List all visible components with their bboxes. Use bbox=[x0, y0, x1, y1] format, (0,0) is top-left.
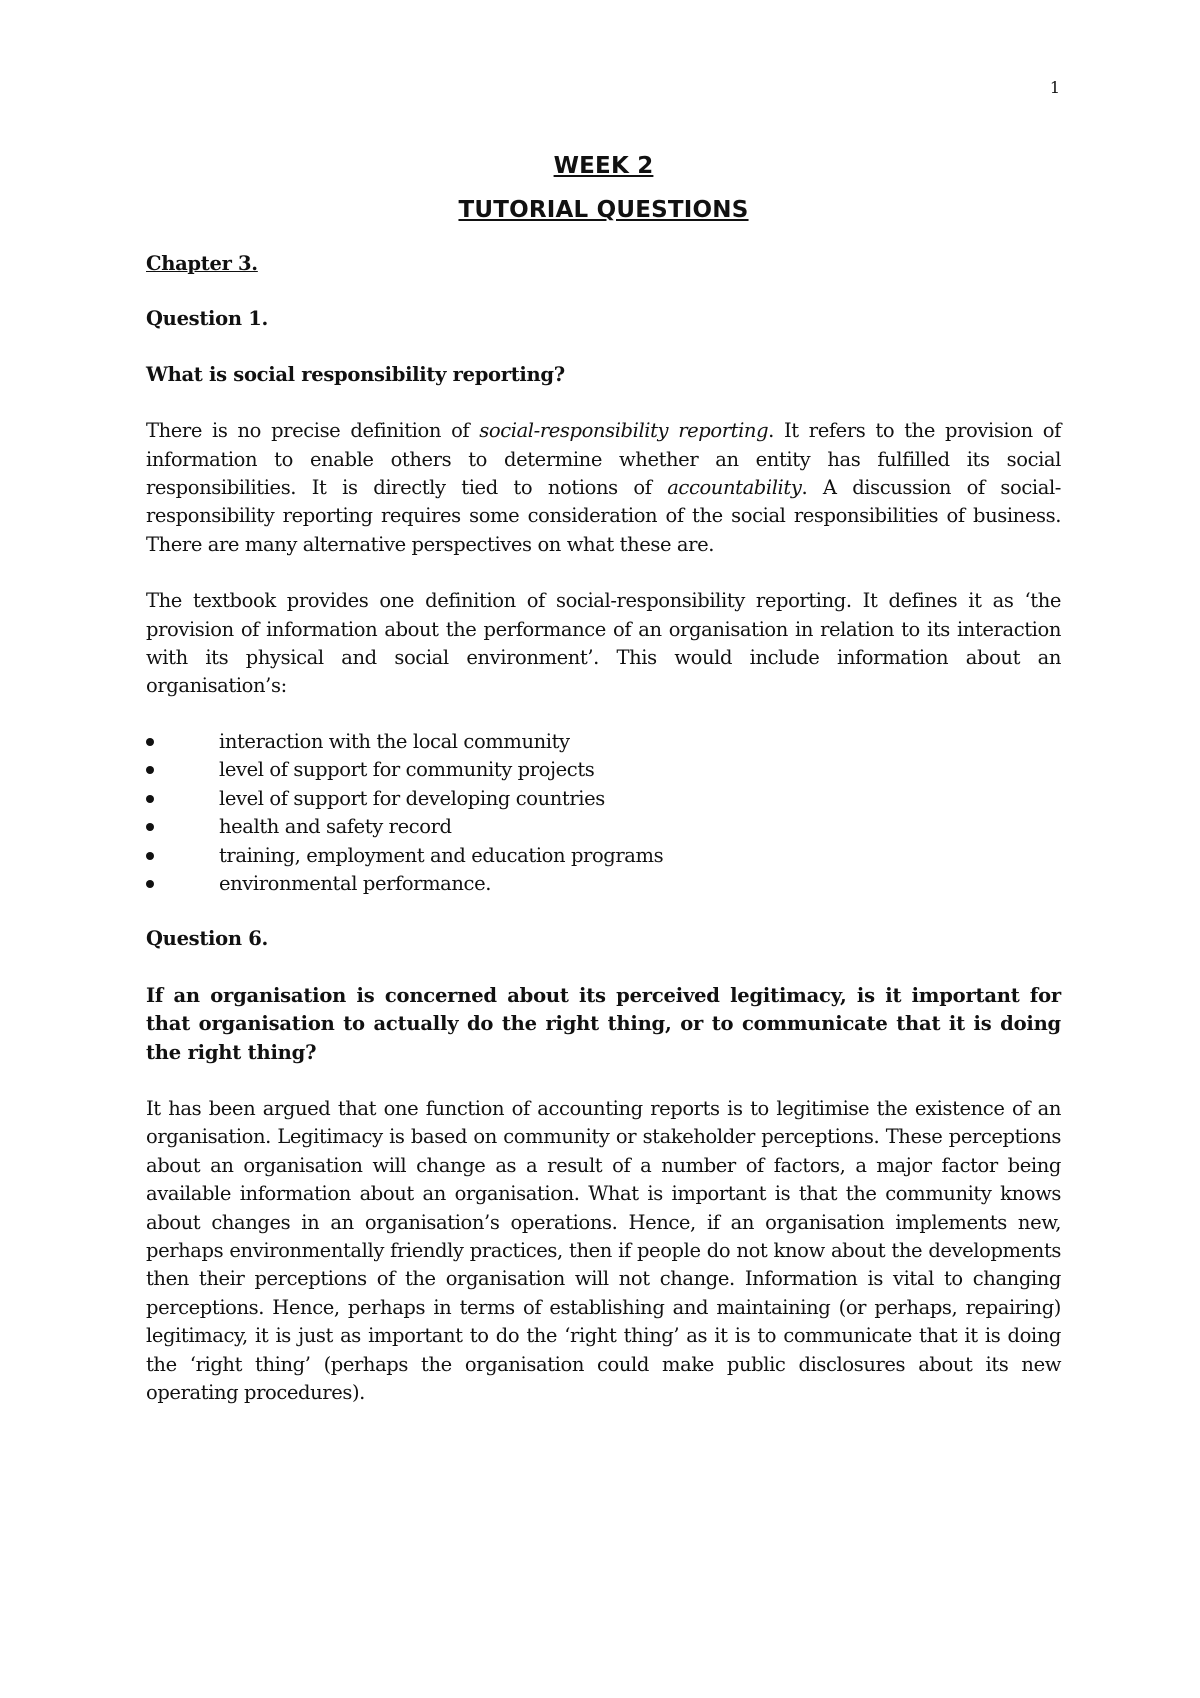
list-item bbox=[146, 813, 1061, 841]
question-1-text: What is social responsibility reporting? bbox=[146, 362, 565, 386]
question-1-label: Question 1. bbox=[146, 307, 268, 331]
list-item-text: level of support for community projects bbox=[219, 758, 595, 782]
week-title: WEEK 2 bbox=[553, 153, 654, 179]
tutorial-title: TUTORIAL QUESTIONS bbox=[458, 197, 749, 223]
question-1-paragraph-1 bbox=[146, 417, 1061, 559]
list-item bbox=[146, 756, 1061, 784]
list-item-text: training, employment and education programs bbox=[219, 843, 664, 867]
paragraph-1-text-c: . A discussion of social-responsibility reporting requires some consideration of the social responsibilities of business. There are many alternative perspectives on what these are. bbox=[146, 476, 1061, 556]
term-accountability: accountability bbox=[667, 476, 802, 500]
document-body bbox=[146, 146, 1061, 1407]
paragraph-1-text-a: There is no precise definition of bbox=[146, 419, 480, 443]
list-item bbox=[146, 842, 1061, 870]
list-item-text: environmental performance. bbox=[219, 871, 492, 895]
question-1-paragraph-2: The textbook provides one definition of social-responsibility reporting. It defines it as ‘the provision of information about the performance of an organisation in relation to its interaction with its physical and social environment’. This would include information about an organisation’s: bbox=[146, 589, 1061, 698]
bullet-icon bbox=[146, 795, 154, 803]
list-item bbox=[146, 785, 1061, 813]
question-6-answer: It has been argued that one function of accounting reports is to legitimise the existence of an organisation. Legitimacy is based on community or stakeholder perceptions. These perceptions about an organisation will change as a result of a number of factors, a major factor being available information about an organisation. What is important is that the community knows about changes in an organisation’s operations. Hence, if an organisation implements new, perhaps environmentally friendly practices, then if people do not know about the developments then their perceptions of the organisation will not change. Information is vital to changing perceptions. Hence, perhaps in terms of establishing and maintaining (or perhaps, repairing) legitimacy, it is just as important to do the ‘right thing’ as it is to communicate that it is doing the ‘right thing’ (perhaps the organisation could make public disclosures about its new operating procedures). bbox=[146, 1096, 1061, 1404]
term-social-responsibility-reporting: social-responsibility reporting bbox=[479, 419, 769, 443]
bullet-icon bbox=[146, 766, 154, 774]
bullet-icon bbox=[146, 823, 154, 831]
information-list bbox=[146, 728, 1061, 898]
chapter-heading: Chapter 3. bbox=[146, 252, 258, 275]
paragraph-1-text-b: . It refers to the provision of information to enable others to determine whether an entity has fulfilled its social responsibilities. It is directly tied to notions of bbox=[146, 419, 1061, 500]
question-6-text: If an organisation is concerned about its perceived legitimacy, is it important for that organisation to actually do the right thing, or to communicate that it is doing the right thing? bbox=[146, 983, 1061, 1064]
list-item bbox=[146, 870, 1061, 898]
list-item-text: interaction with the local community bbox=[219, 729, 570, 753]
list-item-text: level of support for developing countries bbox=[219, 786, 605, 810]
list-item bbox=[146, 728, 1061, 756]
bullet-icon bbox=[146, 880, 154, 888]
question-6-label: Question 6. bbox=[146, 927, 268, 951]
bullet-icon bbox=[146, 852, 154, 860]
page-number: 1 bbox=[1049, 78, 1060, 97]
bullet-icon bbox=[146, 738, 154, 746]
list-item-text: health and safety record bbox=[219, 815, 452, 839]
